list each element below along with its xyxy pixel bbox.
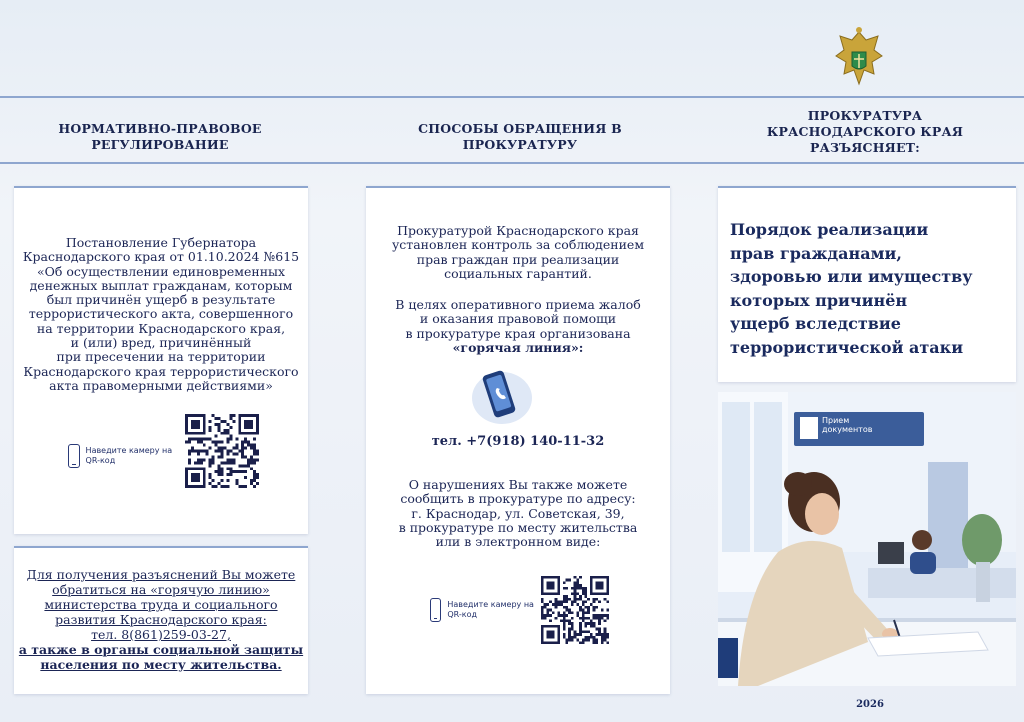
hotline-info-card: [14, 546, 308, 694]
header-methods: СПОСОБЫ ОБРАЩЕНИЯ В ПРОКУРАТУРУ: [418, 121, 622, 152]
main-title: Порядок реализации прав гражданами, здоровью или имуществу которых причинён ущерб вследствие террористической атаки: [730, 220, 973, 357]
office-illustration: [718, 392, 1016, 686]
prosecutor-emblem-icon: [832, 26, 886, 90]
smartphone-call-icon: [470, 364, 534, 428]
hotline-phone[interactable]: тел. +7(918) 140-11-32: [431, 434, 605, 449]
decree-card: [14, 186, 308, 534]
hotline-text: В целях оперативного приема жалоб и оказания правовой помощи в прокуратуре края организована «горячая линия»:: [395, 297, 641, 355]
header-regulation: НОРМАТИВНО-ПРАВОВОЕ РЕГУЛИРОВАНИЕ: [58, 121, 262, 152]
header-explains: ПРОКУРАТУРА КРАСНОДАРСКОГО КРАЯ РАЗЪЯСНЯЕТ:: [766, 108, 964, 155]
header-top-line: [0, 96, 1024, 98]
qr-hint-left: Наведите камеру на QR-код: [68, 444, 180, 468]
title-card: [718, 186, 1016, 382]
qr-code-decree[interactable]: [182, 414, 262, 488]
reception-sign: Прием документов: [822, 416, 873, 434]
phone-camera-icon: [430, 598, 441, 622]
decree-text: Постановление Губернатора Краснодарского края от 01.10.2024 №615 «Об осуществлении единовременных денежных выплат гражданам, которым был причинён ущерб в результате террористического акта, совершенного на территории Краснодарского края, и (или) вред, причинённый при пресечении на территории Краснодарского края террористического акта правомерными действиями»: [22, 235, 300, 393]
phone-camera-icon: [68, 444, 80, 468]
report-text: О нарушениях Вы также можете сообщить в прокуратуре по адресу: г. Краснодар, ул. Советская, 39, в прокуратуре по месту жительства или в электронном виде:: [398, 477, 638, 550]
hotline-info-text: Для получения разъяснений Вы можете обратиться на «горячую линию» министерства труда и социального развития Краснодарского края: тел. 8(861)259-03-27, а также в органы социальной защиты населения по месту жительства.: [18, 567, 304, 672]
control-text: Прокуратурой Краснодарского края установлен контроль за соблюдением прав граждан при реализации социальных гарантий.: [391, 223, 645, 281]
qr-hint-middle: Наведите камеру на QR-код: [430, 598, 540, 622]
contact-card: [366, 186, 670, 694]
qr-code-contacts[interactable]: [538, 576, 612, 644]
header-bottom-line: [0, 162, 1024, 164]
year-label: 2026: [856, 699, 884, 710]
